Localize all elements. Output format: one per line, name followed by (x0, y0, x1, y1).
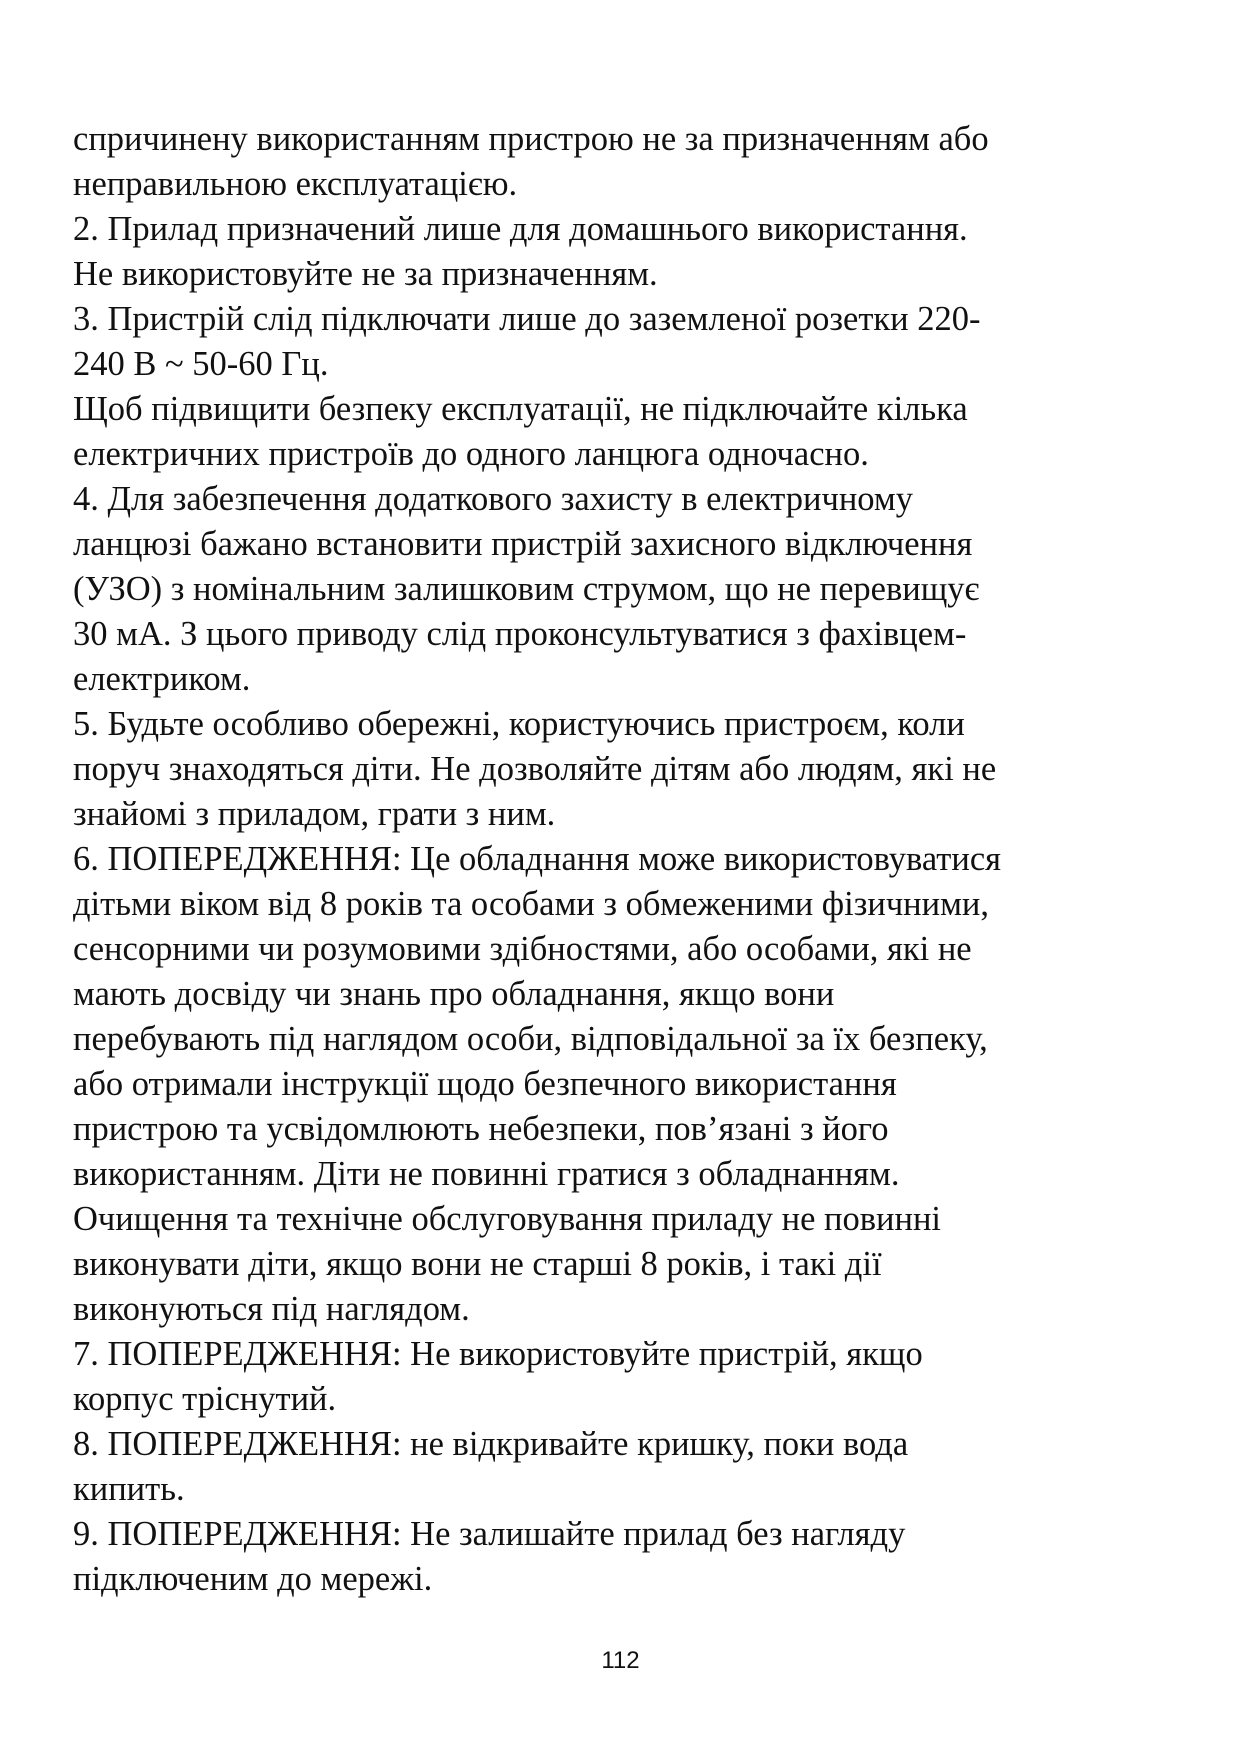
text-line: або отримали інструкції щодо безпечного використання (73, 1065, 897, 1103)
document-body (73, 117, 1183, 1602)
text-line: пристрою та усвідомлюють небезпеки, пов’язані з його (73, 1110, 889, 1148)
text-line: 9. ПОПЕРЕДЖЕННЯ: Не залишайте прилад без нагляду (73, 1515, 906, 1553)
text-line: використанням. Діти не повинні гратися з обладнанням. (73, 1155, 900, 1193)
text-line: Не використовуйте не за призначенням. (73, 255, 658, 293)
text-line: знайомі з приладом, грати з ним. (73, 795, 556, 833)
text-line: перебувають під наглядом особи, відповідальної за їх безпеку, (73, 1020, 988, 1058)
text-line: неправильною експлуатацією. (73, 165, 518, 203)
text-line: 240 В ~ 50-60 Гц. (73, 345, 329, 383)
text-line: дітьми віком від 8 років та особами з обмеженими фізичними, (73, 885, 990, 923)
text-line: мають досвіду чи знань про обладнання, якщо вони (73, 975, 835, 1013)
text-line: електриком. (73, 660, 251, 698)
text-line: Очищення та технічне обслуговування приладу не повинні (73, 1200, 942, 1238)
page-number: 112 (601, 1647, 640, 1674)
text-line: електричних пристроїв до одного ланцюга одночасно. (73, 435, 869, 473)
text-line: корпус тріснутий. (73, 1380, 337, 1418)
text-line: кипить. (73, 1470, 185, 1508)
text-line: 8. ПОПЕРЕДЖЕННЯ: не відкривайте кришку, поки вода (73, 1425, 909, 1463)
text-line: 30 мА. З цього приводу слід проконсультуватися з фахівцем- (73, 615, 967, 653)
text-line: спричинену використанням пристрою не за призначенням або (73, 120, 989, 158)
text-line: (УЗО) з номінальним залишковим струмом, що не перевищує (73, 570, 980, 608)
text-line: ланцюзі бажано встановити пристрій захисного відключення (73, 525, 973, 563)
text-line: виконувати діти, якщо вони не старші 8 років, і такі дії (73, 1245, 882, 1283)
text-line: поруч знаходяться діти. Не дозволяйте дітям або людям, які не (73, 750, 997, 788)
text-line: 6. ПОПЕРЕДЖЕННЯ: Це обладнання може використовуватися (73, 840, 1002, 878)
text-line: підключеним до мережі. (73, 1560, 433, 1598)
text-line: 4. Для забезпечення додаткового захисту в електричному (73, 480, 913, 518)
text-line: виконуються під наглядом. (73, 1290, 470, 1328)
text-line: 2. Прилад призначений лише для домашнього використання. (73, 210, 968, 248)
text-line: Щоб підвищити безпеку експлуатації, не підключайте кілька (73, 390, 968, 428)
text-line: 5. Будьте особливо обережні, користуючись пристроєм, коли (73, 705, 965, 743)
text-line: сенсорними чи розумовими здібностями, або особами, які не (73, 930, 972, 968)
text-line: 3. Пристрій слід підключати лише до заземленої розетки 220- (73, 300, 981, 338)
text-line: 7. ПОПЕРЕДЖЕННЯ: Не використовуйте пристрій, якщо (73, 1335, 923, 1373)
